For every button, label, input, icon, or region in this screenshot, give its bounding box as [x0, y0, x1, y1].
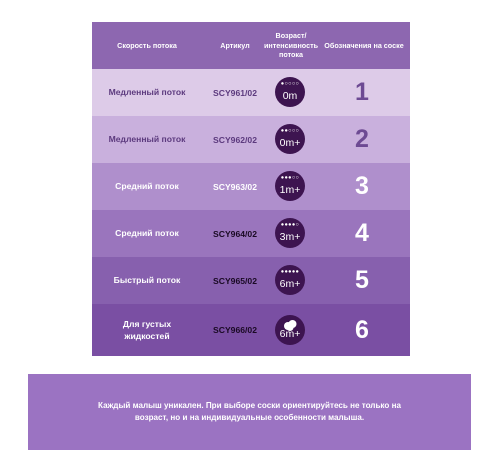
age-label: 6m+: [279, 328, 301, 340]
info-text: Каждый малыш уникален. При выборе соски ориентируйтесь не только на возраст, но и на индивидуальные особенности малыша.: [98, 401, 401, 422]
header-flow-speed: Скорость потока: [117, 40, 177, 50]
drops-icon: ●●●●●: [280, 269, 300, 275]
table-row: [92, 116, 410, 163]
age-badge: [275, 171, 305, 201]
age-badge: [275, 315, 305, 345]
flow-speed-cell: Медленный поток: [108, 87, 186, 98]
drops-icon: ●●●○○: [280, 175, 300, 181]
marking-number: 4: [355, 219, 369, 247]
marking-number: 1: [355, 78, 369, 106]
flow-speed-cell: Быстрый поток: [113, 275, 181, 286]
age-label: 3m+: [279, 231, 301, 243]
age-badge: [275, 265, 305, 295]
info-banner: [28, 374, 471, 450]
table-row: [92, 257, 410, 304]
article-cell: SCY964/02: [213, 228, 257, 239]
header-age-intensity: Возраст/ интенсивность потока: [264, 30, 319, 60]
drops-icon: ●●○○○: [280, 128, 300, 134]
header-nipple-marking: Обозначения на соске: [324, 40, 404, 50]
age-badge: [275, 124, 305, 154]
marking-number: 2: [355, 125, 369, 153]
marking-number: 3: [355, 172, 369, 200]
flow-speed-cell: Медленный поток: [108, 134, 186, 145]
article-cell: SCY965/02: [213, 275, 257, 286]
header-article: Артикул: [220, 40, 250, 50]
drops-icon: ●●●●○: [280, 222, 300, 228]
age-badge: [275, 218, 305, 248]
drops-icon: ●○○○○: [280, 81, 300, 87]
age-label: 6m+: [279, 278, 301, 290]
article-cell: SCY966/02: [213, 325, 257, 335]
nipple-table: [92, 22, 410, 356]
marking-number: 5: [355, 266, 369, 294]
age-label: 0m+: [279, 137, 301, 149]
table-header: [92, 22, 410, 69]
table-row: [92, 210, 410, 257]
marking-number: 6: [355, 315, 369, 344]
article-cell: SCY961/02: [213, 87, 257, 98]
age-label: 0m: [282, 90, 298, 102]
table-row: [92, 304, 410, 356]
article-cell: SCY963/02: [213, 181, 257, 192]
table-row: [92, 163, 410, 210]
age-badge: [275, 77, 305, 107]
flow-speed-cell: Для густых жидкостей: [122, 318, 172, 341]
age-label: 1m+: [279, 184, 301, 196]
flow-speed-cell: Средний поток: [115, 181, 179, 192]
article-cell: SCY962/02: [213, 134, 257, 145]
flow-speed-cell: Средний поток: [115, 228, 179, 239]
table-row: [92, 69, 410, 116]
